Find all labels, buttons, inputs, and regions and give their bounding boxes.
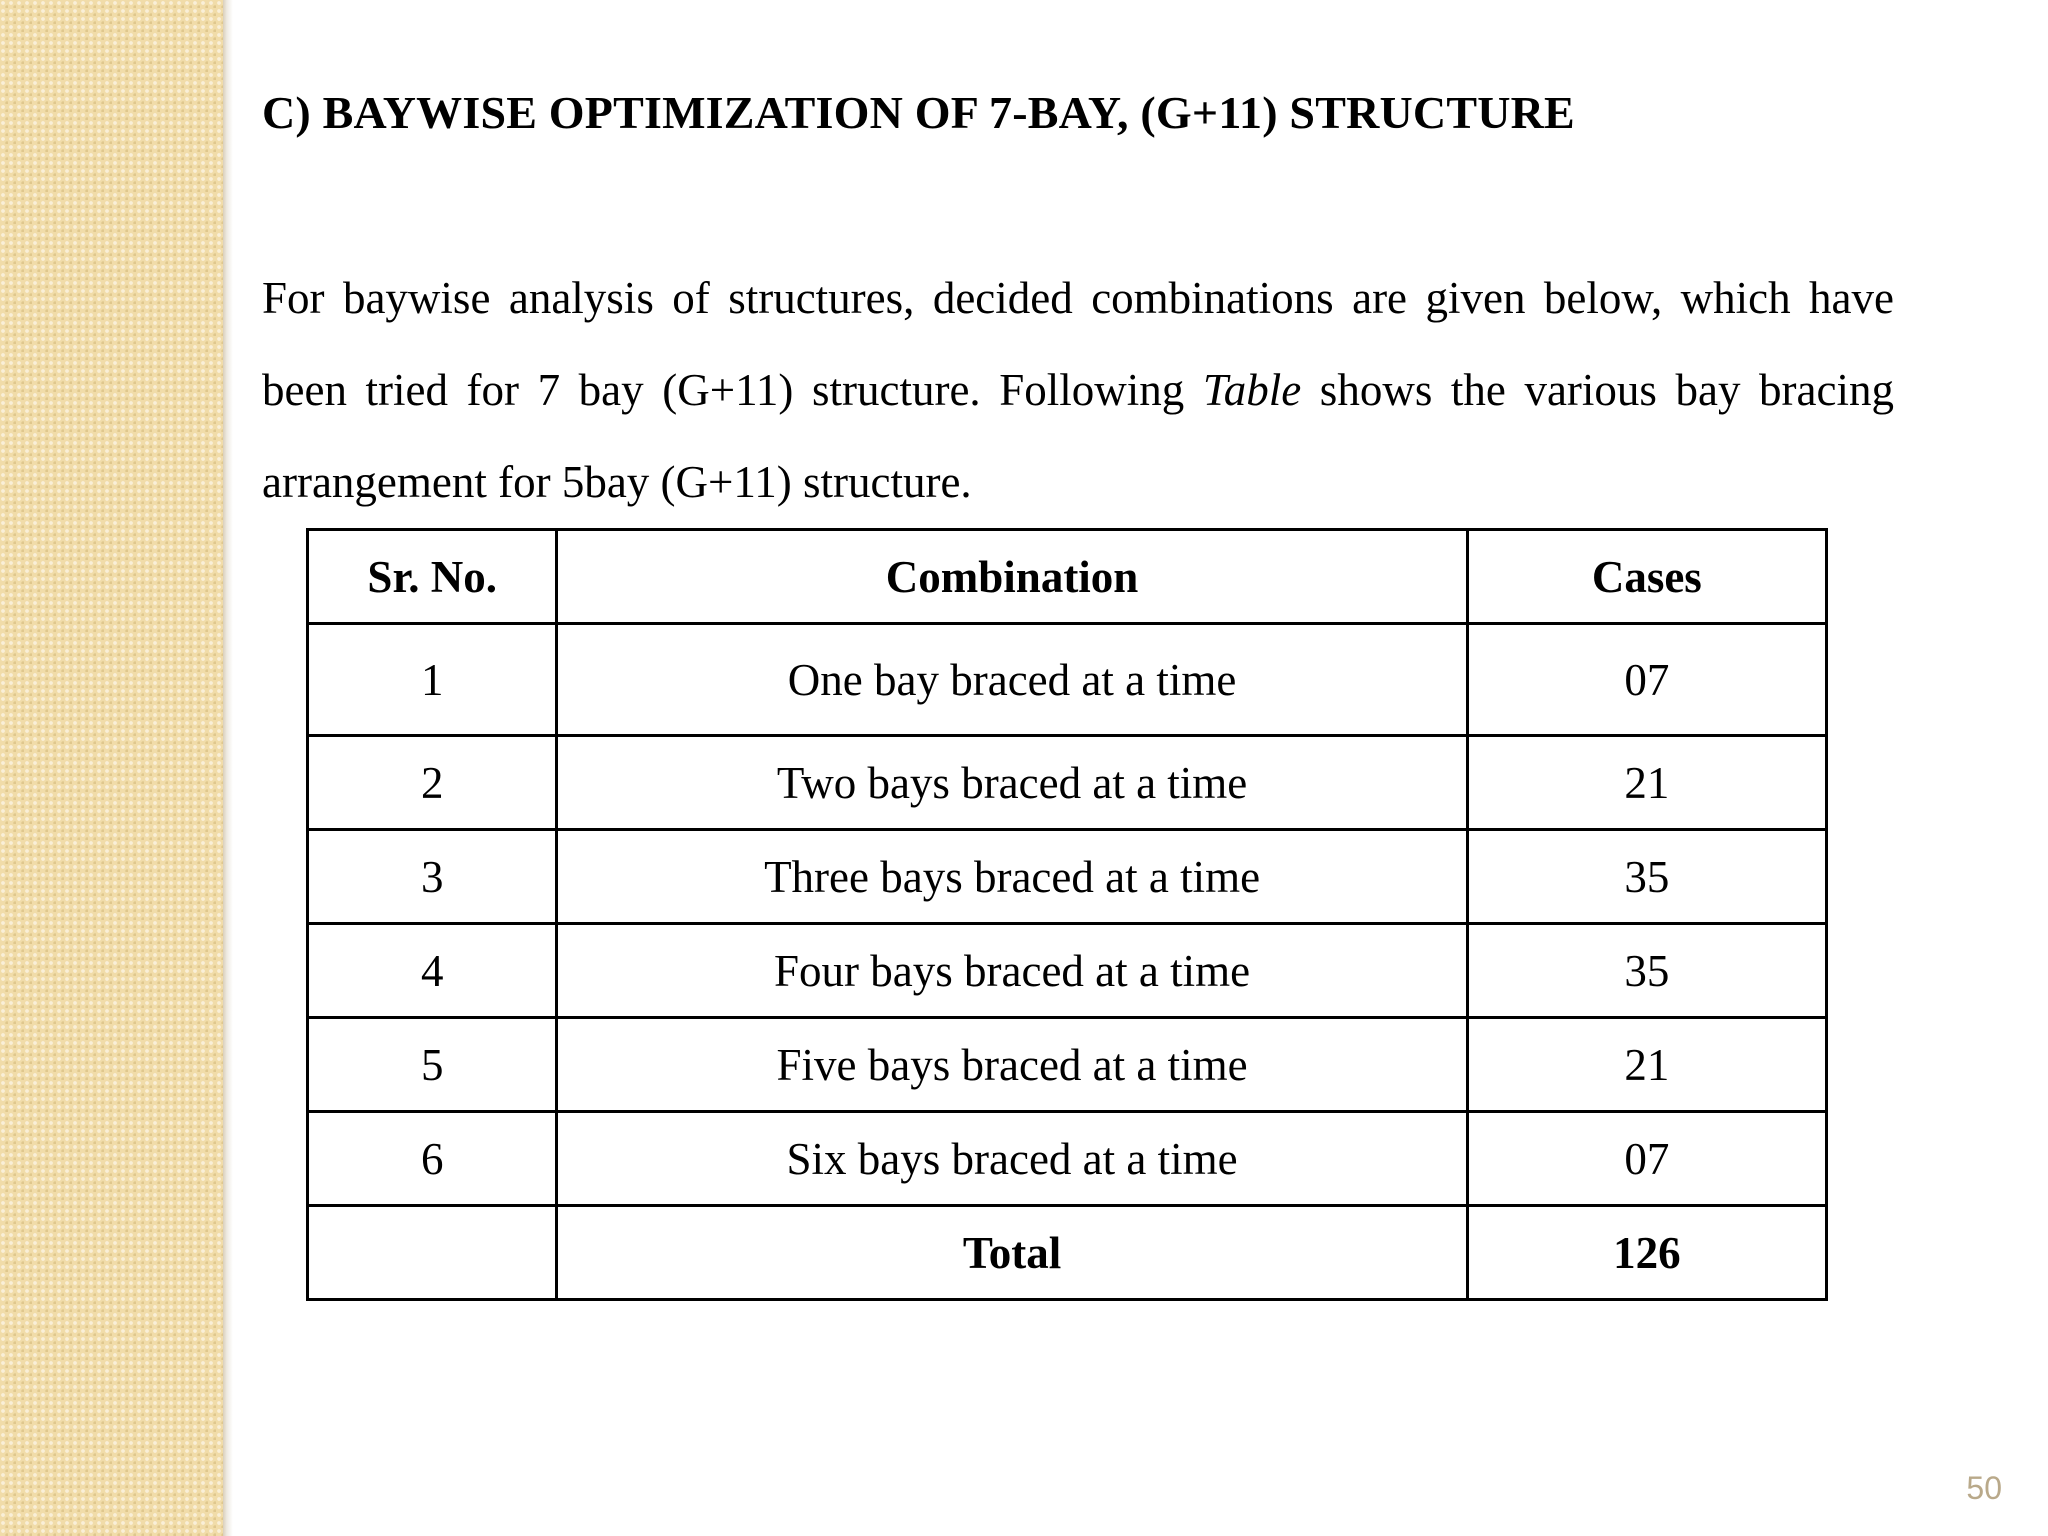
cell-combination: Two bays braced at a time (557, 736, 1467, 830)
header-combination: Combination (557, 530, 1467, 624)
page-number: 50 (1966, 1470, 2002, 1506)
bracing-cases-table (306, 528, 1828, 1301)
header-sr-no: Sr. No. (308, 530, 557, 624)
cell-combination: Four bays braced at a time (557, 924, 1467, 1018)
cell-combination: One bay braced at a time (557, 624, 1467, 736)
cell-sr-no: 4 (308, 924, 557, 1018)
cell-sr-no: 1 (308, 624, 557, 736)
cell-cases: 21 (1467, 736, 1826, 830)
table-header-row (308, 530, 1827, 624)
cell-cases: 07 (1467, 1112, 1826, 1206)
table-row (308, 624, 1827, 736)
header-cases: Cases (1467, 530, 1826, 624)
cell-combination: Five bays braced at a time (557, 1018, 1467, 1112)
intro-text-start: For baywise analysis of structures, decided combinations are given below, which have been tried for 7 bay (G+11) structure. Following (262, 273, 1894, 415)
table-row (308, 830, 1827, 924)
cell-cases: 35 (1467, 924, 1826, 1018)
cell-total-label: Total (557, 1206, 1467, 1300)
side-strip-shadow (223, 0, 233, 1536)
cell-combination: Three bays braced at a time (557, 830, 1467, 924)
cell-cases: 07 (1467, 624, 1826, 736)
cell-combination: Six bays braced at a time (557, 1112, 1467, 1206)
cell-sr-no: 3 (308, 830, 557, 924)
cell-sr-no: 5 (308, 1018, 557, 1112)
cell-total-empty (308, 1206, 557, 1300)
table-row (308, 924, 1827, 1018)
intro-emphasis-table: Table (1202, 365, 1302, 415)
table-row (308, 736, 1827, 830)
cell-total-cases: 126 (1467, 1206, 1826, 1300)
cell-sr-no: 6 (308, 1112, 557, 1206)
table-total-row (308, 1206, 1827, 1300)
intro-text-end: shows the various bay bracing arrangement for 5bay (G+11) structure. (262, 365, 1894, 507)
table-row (308, 1018, 1827, 1112)
decorative-side-strip (0, 0, 223, 1536)
slide-title: C) BAYWISE OPTIMIZATION OF 7-BAY, (G+11) STRUCTURE (262, 87, 1575, 138)
table-row (308, 1112, 1827, 1206)
cell-sr-no: 2 (308, 736, 557, 830)
cell-cases: 35 (1467, 830, 1826, 924)
intro-paragraph (262, 252, 1894, 528)
cell-cases: 21 (1467, 1018, 1826, 1112)
